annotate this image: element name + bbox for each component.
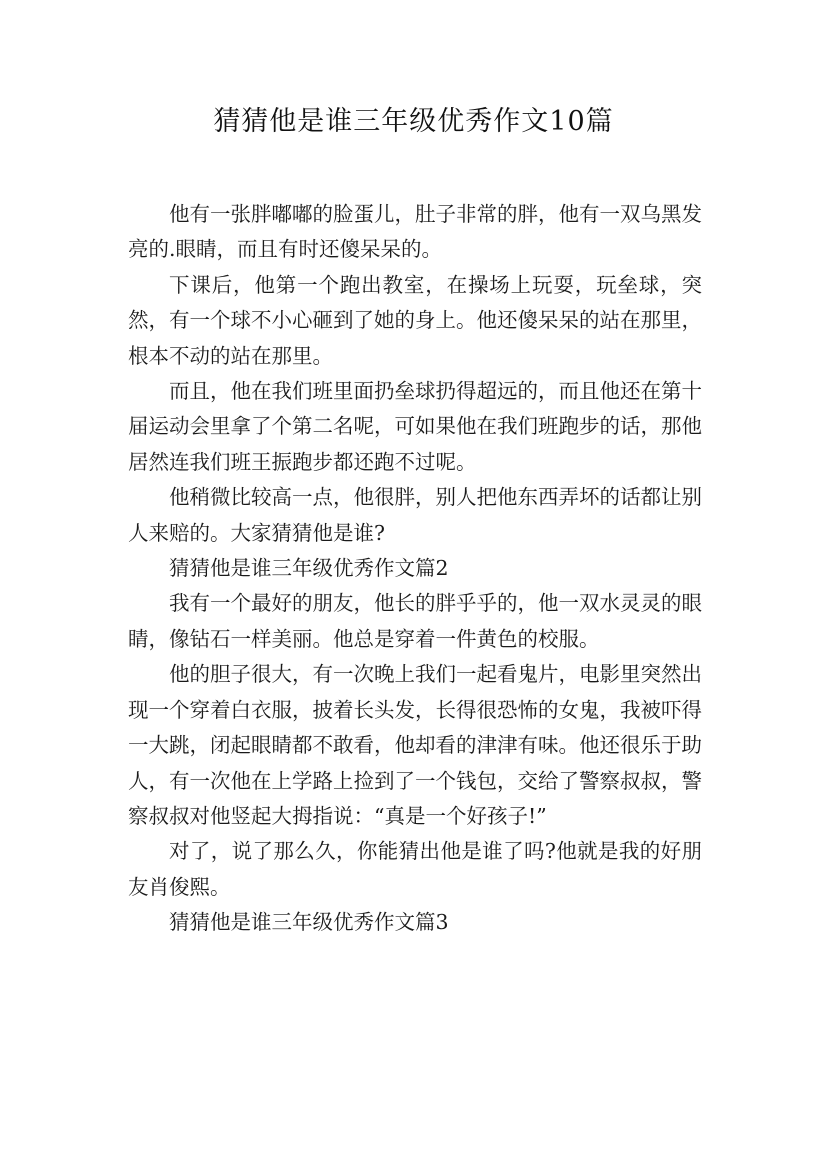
section-heading: 猜猜他是谁三年级优秀作文篇3 <box>169 910 449 935</box>
paragraph: 对了，说了那么久，你能猜出他是谁了吗?他就是我的好朋友肖俊熙。 <box>128 839 702 899</box>
paragraph: 下课后，他第一个跑出教室，在操场上玩耍，玩垒球，突然，有一个球不小心砸到了她的身上。他还傻呆呆的站在那里，根本不动的站在那里。 <box>128 272 702 368</box>
paragraph: 他的胆子很大，有一次晚上我们一起看鬼片，电影里突然出现一个穿着白衣服，披着长头发，长得很恐怖的女鬼，我被吓得一大跳，闭起眼睛都不敢看，他却看的津津有味。他还很乐于助人，有一次他在上学路上捡到了一个钱包，交给了警察叔叔，警察叔叔对他竖起大拇指说：“真是一个好孩子!” <box>128 662 702 828</box>
section-heading: 猜猜他是谁三年级优秀作文篇2 <box>169 556 449 581</box>
paragraph: 他有一张胖嘟嘟的脸蛋儿，肚子非常的胖，他有一双乌黑发亮的.眼睛，而且有时还傻呆呆的。 <box>128 202 702 262</box>
document-body <box>128 197 702 941</box>
paragraph: 他稍微比较高一点，他很胖，别人把他东西弄坏的话都让别人来赔的。大家猜猜他是谁? <box>128 485 702 545</box>
paragraph: 我有一个最好的朋友，他长的胖乎乎的，他一双水灵灵的眼睛，像钻石一样美丽。他总是穿着一件黄色的校服。 <box>128 591 702 651</box>
paragraph: 而且，他在我们班里面扔垒球扔得超远的，而且他还在第十届运动会里拿了个第二名呢，可如果他在我们班跑步的话，那他居然连我们班王振跑步都还跑不过呢。 <box>128 379 702 474</box>
document-title: 猜猜他是谁三年级优秀作文10篇 <box>213 106 614 137</box>
